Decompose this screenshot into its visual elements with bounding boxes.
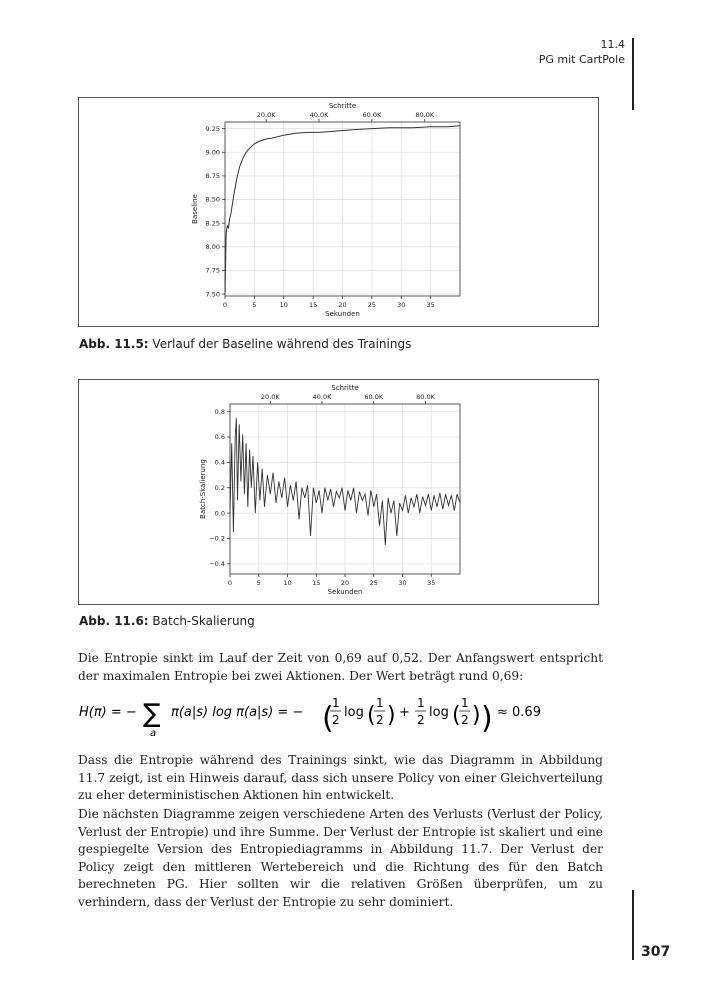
top-axis-label: Schritte [331, 384, 359, 392]
x-tick-label: 10 [283, 579, 292, 587]
figure-baseline [78, 97, 599, 327]
y-tick-label: 9.00 [205, 148, 220, 157]
formula-result: ≈ 0.69 [497, 705, 541, 720]
y-tick-label: −0.2 [209, 534, 225, 543]
caption-text: Verlauf der Baseline während des Trainings [148, 337, 412, 351]
x-tick-label: 10 [279, 301, 288, 309]
plus-sign: + [399, 705, 410, 720]
x-tick-label: 25 [369, 579, 378, 587]
caption-text: Batch-Skalierung [148, 614, 255, 628]
paragraph-entropy-decrease: Dass die Entropie während des Trainings sinkt, wie das Diagramm in Abbildung 11.7 zeigt, ist ein Hinweis darauf, dass sich unsere Policy von einer Gleichverteilung zu eher deterministischen Aktionen hin entwickelt. [78, 753, 603, 803]
caption-label: Abb. 11.6: [79, 614, 149, 628]
x-tick-label: 20 [338, 301, 347, 309]
x-tick-label: 0 [222, 301, 228, 309]
frac3-den: 2 [417, 713, 425, 727]
y-axis-label: Baseline [191, 194, 199, 224]
top-tick-label: 60.0K [362, 111, 382, 119]
sum-symbol: ∑ [143, 699, 161, 729]
y-axis-label: Batch-Skalierung [199, 459, 207, 519]
x-tick-label: 35 [426, 301, 435, 309]
x-tick-label: 20 [340, 579, 350, 587]
y-tick-label: 8.00 [205, 243, 220, 252]
formula-term: π(a|s) log π(a|s) = − [171, 705, 304, 720]
x-axis-label: Sekunden [325, 310, 360, 318]
x-tick-label: 30 [398, 579, 407, 587]
log-word-1: log [344, 705, 364, 720]
top-tick-label: 80.0K [416, 393, 435, 401]
y-tick-label: 8.50 [205, 195, 220, 204]
frac4-num: 1 [461, 696, 469, 710]
top-tick-label: 20.0K [260, 393, 280, 401]
x-tick-label: 35 [427, 579, 436, 587]
frac1-num: 1 [332, 696, 340, 710]
x-tick-label: 25 [367, 301, 377, 309]
entropy-formula [79, 690, 609, 740]
x-tick-label: 30 [397, 301, 406, 309]
header-rule [632, 38, 634, 110]
frac2-num: 1 [376, 696, 384, 710]
top-tick-label: 80.0K [415, 111, 435, 119]
y-tick-label: −0.4 [209, 560, 225, 569]
x-tick-label: 15 [308, 301, 318, 309]
x-tick-label: 15 [312, 579, 321, 587]
paragraph-loss-diagrams: Die nächsten Diagramme zeigen verschiedene Arten des Verlusts (Verlust der Policy, Verlust der Entropie) und ihre Summe. Der Verlust der Entropie ist skaliert und eine gespiegelte Version des Entropiediagramms in Abbildung 11.7. Der Verlust der Policy zeigt den mittleren Wertebereich und die Richtung des für den Batch berechneten PG. Hier sollten wir die relativen Größen überprüfen, um zu verhindern, dass der Verlust der Entropie zu sehr dominiert. [78, 807, 603, 909]
y-tick-label: 0.4 [214, 458, 225, 467]
top-tick-label: 20.0K [256, 111, 276, 119]
section-title: PG mit CartPole [538, 53, 625, 66]
log-word-2: log [429, 705, 449, 720]
svg-text:(: ( [322, 701, 334, 736]
sum-index: a [150, 728, 157, 739]
svg-text:(: ( [452, 703, 461, 728]
top-tick-label: 60.0K [364, 393, 384, 401]
x-tick-label: 0 [227, 579, 233, 587]
y-tick-label: 9.25 [205, 124, 220, 133]
y-tick-label: 7.75 [205, 266, 220, 275]
y-tick-label: 0.2 [214, 483, 225, 492]
x-tick-label: 5 [256, 579, 261, 587]
top-axis-label: Schritte [328, 102, 357, 110]
batch-scaling-chart [79, 380, 598, 604]
formula-svg [79, 690, 609, 740]
y-tick-label: 7.50 [205, 290, 220, 299]
y-tick-label: 0.0 [214, 509, 225, 518]
frac3-num: 1 [417, 696, 425, 710]
paragraph-entropy: Die Entropie sinkt im Lauf der Zeit von 0,69 auf 0,52. Der Anfangswert entspricht der maximalen Entropie bei zwei Aktionen. Der Wert beträgt rund 0,69: [78, 651, 603, 683]
frac2-den: 2 [376, 713, 384, 727]
y-tick-label: 0.8 [214, 407, 225, 416]
figure-caption-11-6 [79, 614, 255, 628]
top-tick-label: 40.0K [309, 111, 329, 119]
figure-batch-scaling [78, 379, 599, 605]
caption-label: Abb. 11.5: [79, 337, 149, 351]
svg-text:): ) [387, 703, 396, 728]
svg-text:(: ( [367, 703, 376, 728]
y-tick-label: 8.75 [205, 172, 220, 181]
section-number: 11.4 [600, 38, 625, 51]
frac1-den: 2 [332, 713, 340, 727]
x-tick-label: 5 [252, 301, 257, 309]
y-tick-label: 0.6 [214, 433, 225, 442]
figure-caption-11-5 [79, 337, 411, 351]
baseline-chart [79, 98, 598, 326]
y-tick-label: 8.25 [205, 219, 220, 228]
svg-text:): ) [472, 703, 481, 728]
frac4-den: 2 [461, 713, 469, 727]
formula-lhs: H(π) = − [79, 705, 137, 720]
x-axis-label: Sekunden [327, 588, 363, 596]
page-number: 307 [641, 944, 671, 960]
top-tick-label: 40.0K [312, 393, 332, 401]
footer-rule [632, 890, 634, 960]
svg-text:): ) [481, 701, 493, 736]
